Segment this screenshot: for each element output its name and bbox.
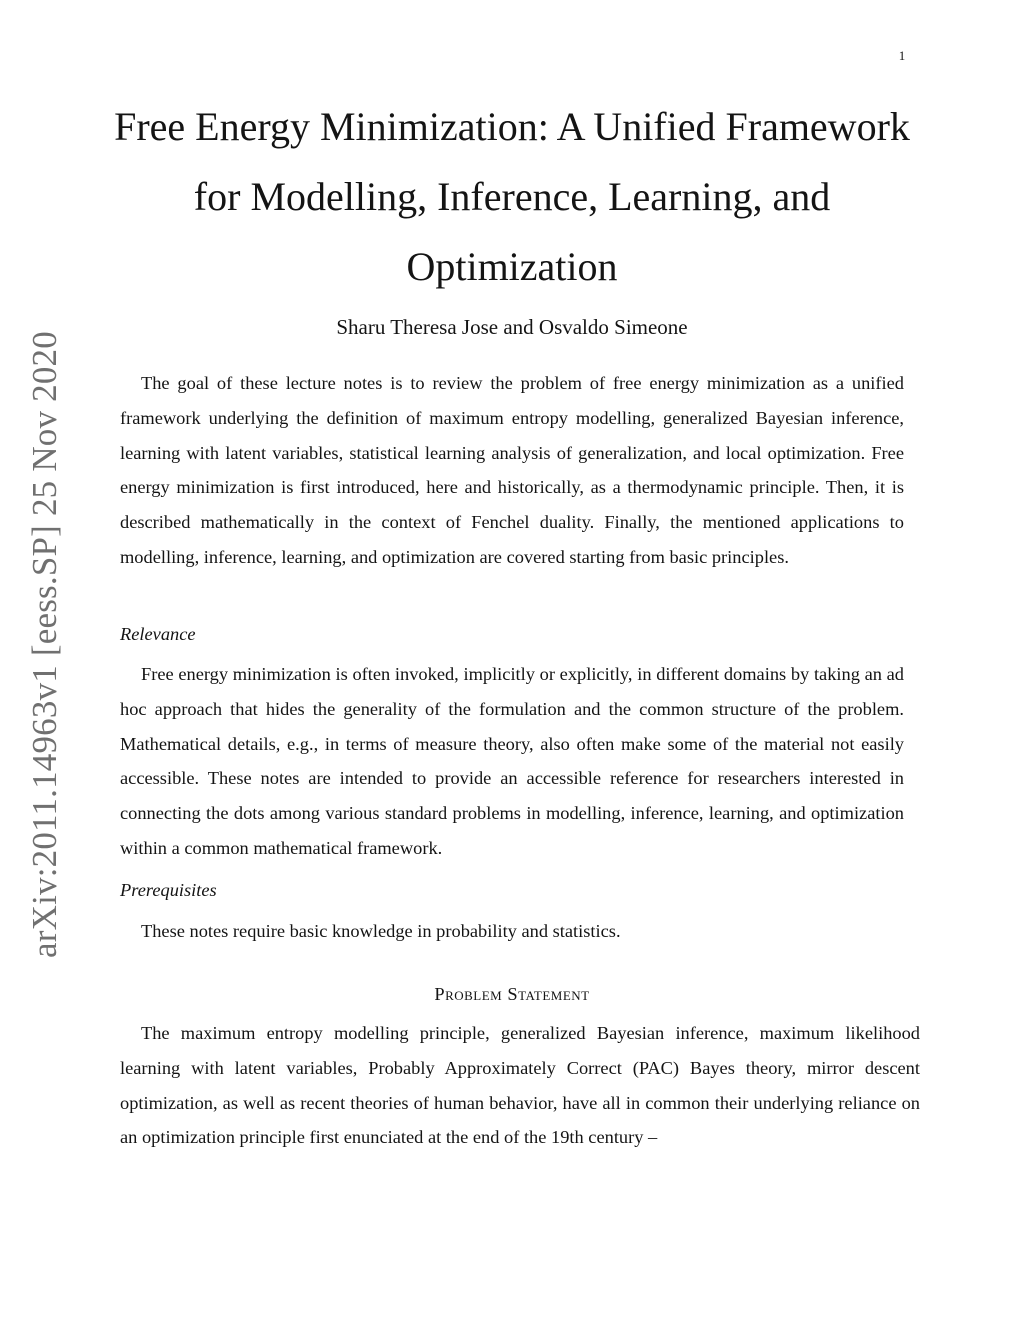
problem-statement-paragraph: The maximum entropy modelling principle, generalized Bayesian inference, maximum likelihood learning with latent variables, Probably Approximately Correct (PAC) Bayes theory, mirror descent optimization, as well as recent theories of human behavior, have all in common their underlying reliance on an optimization principle first enunciated at the end of the 19th century –: [120, 1023, 920, 1148]
paper-title: Free Energy Minimization: A Unified Framework for Modelling, Inference, Learning, and Optimization: [114, 104, 910, 289]
page-number: 1: [898, 48, 906, 63]
arxiv-identifier-stamp: arXiv:2011.14963v1 [eess.SP] 25 Nov 2020: [25, 331, 64, 958]
problem-statement-heading: Problem Statement: [434, 984, 590, 1004]
relevance-paragraph: Free energy minimization is often invoked, implicitly or explicitly, in different domains by taking an ad hoc approach that hides the generality of the formulation and the common structure of the problem. Mathematical details, e.g., in terms of measure theory, also often make some of the material not easily accessible. These notes are intended to provide an accessible reference for researchers interested in connecting the dots among various standard problems in modelling, inference, learning, and optimization within a common mathematical framework.: [120, 664, 904, 858]
prerequisites-paragraph: These notes require basic knowledge in probability and statistics.: [141, 921, 621, 941]
relevance-heading: Relevance: [120, 624, 196, 644]
paper-authors: Sharu Theresa Jose and Osvaldo Simeone: [336, 315, 688, 339]
prerequisites-heading: Prerequisites: [120, 880, 217, 900]
abstract-paragraph: The goal of these lecture notes is to review the problem of free energy minimization as a unified framework underlying the definition of maximum entropy modelling, generalized Bayesian inference, learning with latent variables, statistical learning analysis of generalization, and local optimization. Free energy minimization is first introduced, here and historically, as a thermodynamic principle. Then, it is described mathematically in the context of Fenchel duality. Finally, the mentioned applications to modelling, inference, learning, and optimization are covered starting from basic principles.: [120, 373, 904, 567]
